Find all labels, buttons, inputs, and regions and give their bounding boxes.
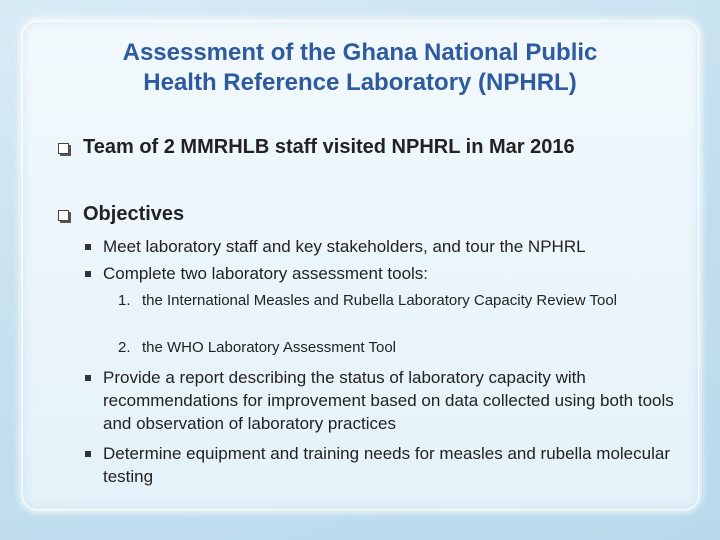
- objective-text: Provide a report describing the status of laboratory capacity with recommendations for improvement based on data collected using both tools and observation of laboratory practices: [103, 368, 674, 433]
- checkbox-bullet-icon: [58, 210, 69, 221]
- tool-number: 1.: [118, 292, 131, 309]
- square-bullet-icon: [85, 451, 91, 457]
- bullet-text: Team of 2 MMRHLB staff visited NPHRL in Mar 2016: [83, 136, 575, 158]
- bullet-text: Objectives: [83, 203, 185, 225]
- objective-text: Meet laboratory staff and key stakeholders, and tour the NPHRL: [103, 237, 586, 256]
- title-line-1: Assessment of the Ghana National Public: [122, 39, 598, 66]
- objective-text: Complete two laboratory assessment tools:: [103, 264, 429, 283]
- tool-text: the WHO Laboratory Assessment Tool: [142, 339, 397, 356]
- tool-number: 2.: [118, 339, 131, 356]
- title-line-2: Health Reference Laboratory (NPHRL): [143, 69, 577, 96]
- checkbox-bullet-icon: [58, 143, 69, 154]
- slide-title: [40, 38, 680, 98]
- objective-text: Determine equipment and training needs for measles and rubella molecular testing: [103, 444, 670, 486]
- tool-text: the International Measles and Rubella Laboratory Capacity Review Tool: [142, 292, 617, 309]
- square-bullet-icon: [85, 271, 91, 277]
- square-bullet-icon: [85, 244, 91, 250]
- square-bullet-icon: [85, 375, 91, 381]
